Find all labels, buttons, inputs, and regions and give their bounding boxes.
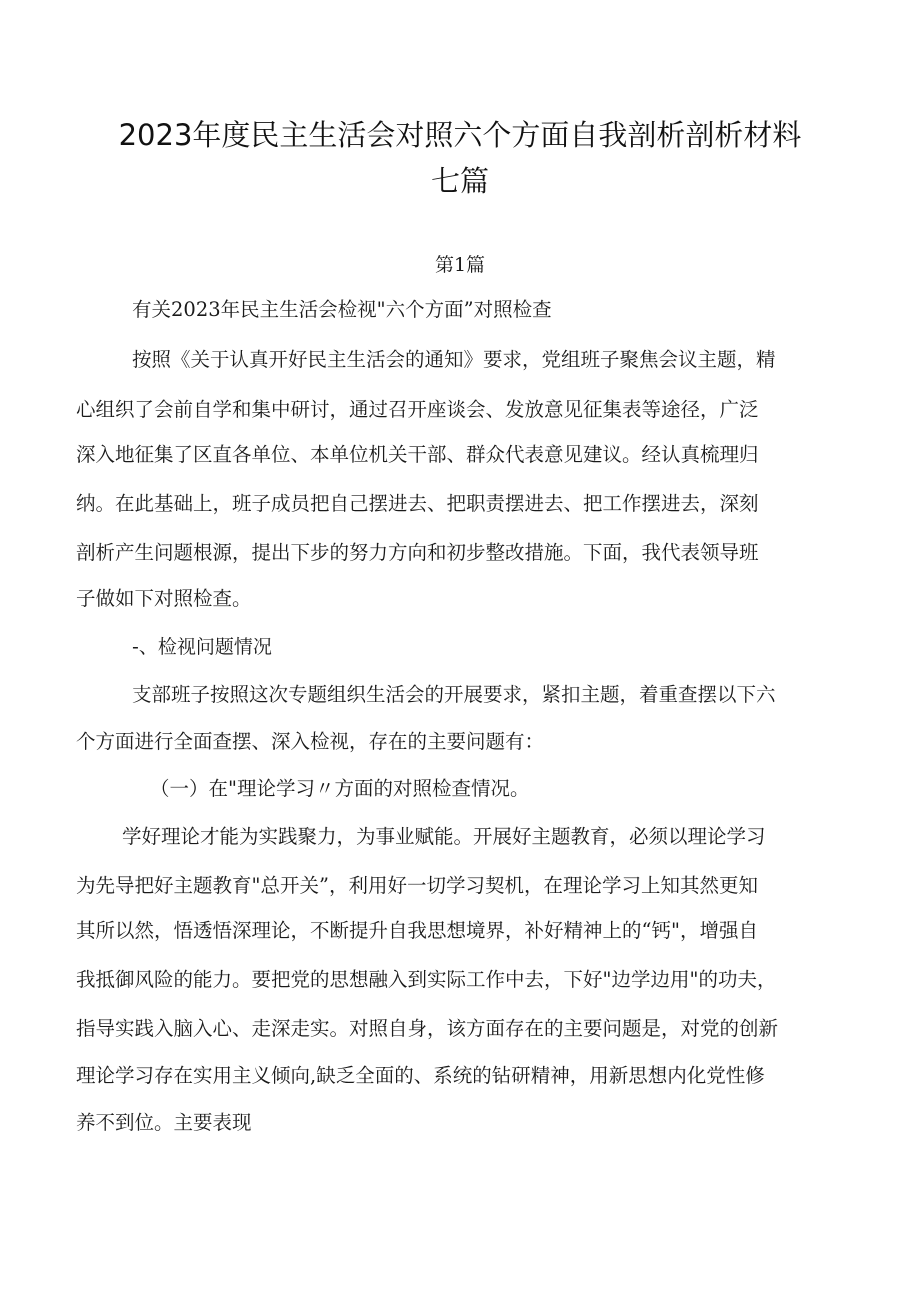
paragraph-line: 理论学习存在实用主义倾向,缺乏全面的、系统的钻研精神，用新思想内化党性修 bbox=[76, 1064, 765, 1087]
paragraph-line: 深入地征集了区直各单位、本单位机关干部、群众代表意见建议。经认真梳理归 bbox=[76, 443, 759, 466]
paragraph-line: 我抵御风险的能力。要把党的思想融入到实际工作中去，下好"边学边用"的功夫， bbox=[76, 968, 777, 991]
title-line-1: 2023年度民主生活会对照六个方面自我剖析剖析材料 bbox=[118, 118, 802, 152]
paragraph-line: 指导实践入脑入心、走深走实。对照自身，该方面存在的主要问题是，对党的创新 bbox=[76, 1017, 779, 1040]
part-label: 第1篇 bbox=[434, 254, 486, 276]
paragraph-line: 按照《关于认真开好民主生活会的通知》要求，党组班子聚焦会议主题，精 bbox=[132, 348, 776, 371]
paragraph-line: 心组织了会前自学和集中研讨，通过召开座谈会、发放意见征集表等途径，广泛 bbox=[76, 398, 759, 421]
title-line-2: 七篇 bbox=[430, 164, 489, 198]
paragraph-line: 剖析产生问题根源，提出下步的努力方向和初步整改措施。下面，我代表领导班 bbox=[76, 541, 759, 564]
paragraph-line: 个方面进行全面查摆、深入检视，存在的主要问题有： bbox=[76, 730, 545, 753]
paragraph-line: 学好理论才能为实践聚力，为事业赋能。开展好主题教育，必须以理论学习 bbox=[122, 825, 766, 848]
intro-heading: 有关2023年民主生活会检视"六个方面”对照检查 bbox=[132, 298, 552, 321]
paragraph-line: 纳。在此基础上，班子成员把自己摆进去、把职责摆进去、把工作摆进去，深刻 bbox=[76, 492, 759, 515]
paragraph-line: 养不到位。主要表现 bbox=[76, 1111, 252, 1134]
subsection-heading: （一）在"理论学习〃方面的对照检查情况。 bbox=[150, 777, 530, 800]
paragraph-line: 子做如下对照检查。 bbox=[76, 587, 252, 610]
paragraph-line: 支部班子按照这次专题组织生活会的开展要求，紧扣主题，着重查摆以下六 bbox=[132, 683, 776, 706]
section-heading: -、检视问题情况 bbox=[132, 636, 272, 658]
paragraph-line: 其所以然，悟透悟深理论，不断提升自我思想境界，补好精神上的“钙"，增强自 bbox=[76, 919, 758, 942]
document-title bbox=[60, 112, 860, 204]
paragraph-line: 为先导把好主题教育"总开关”，利用好一切学习契机，在理论学习上知其然更知 bbox=[76, 874, 758, 897]
